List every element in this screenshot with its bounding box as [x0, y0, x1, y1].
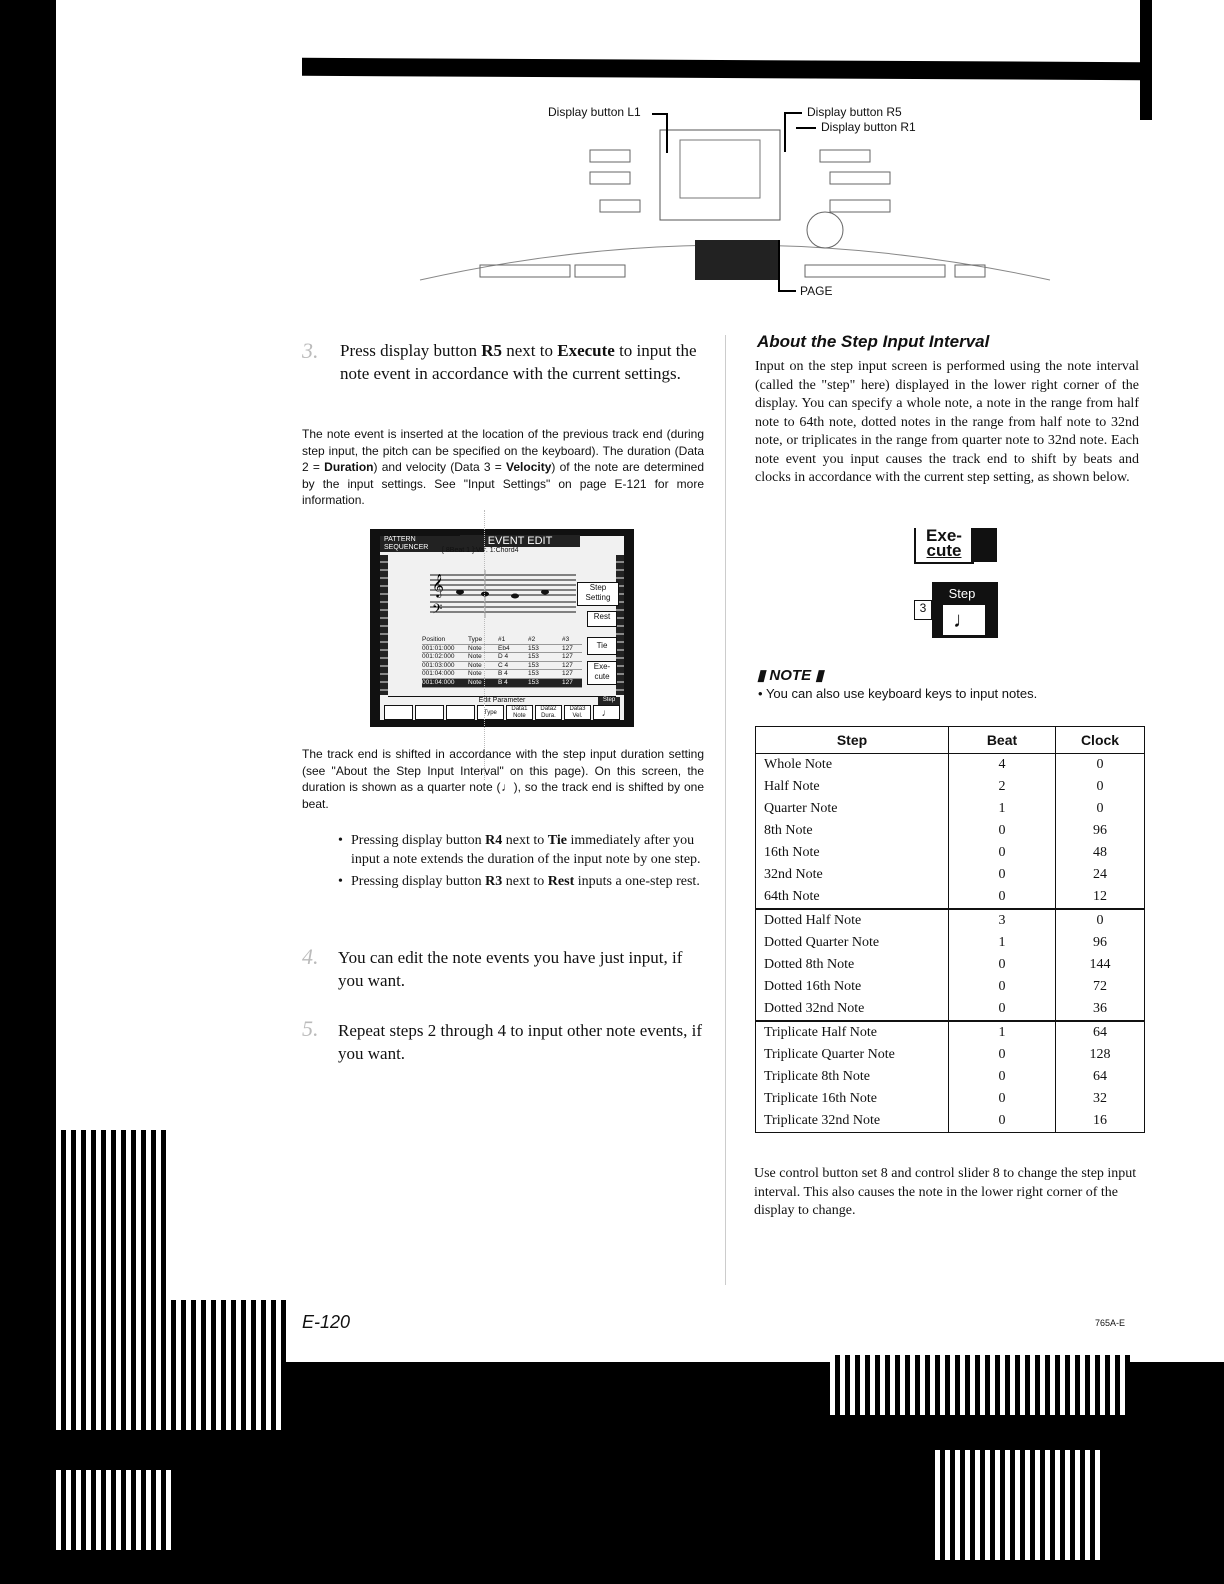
table-cell-step: 16th Note [756, 842, 949, 864]
table-cell-step: Dotted 32nd Note [756, 998, 949, 1021]
note-bullet: • You can also use keyboard keys to input notes. [758, 686, 1038, 701]
screen-table-cell: 001:02:000 [422, 653, 455, 661]
screen-table-row [422, 670, 582, 679]
binding-stripes-bottom-right-low [935, 1450, 1105, 1560]
keyboard-figure [410, 100, 1060, 310]
table-row [756, 886, 1145, 909]
table-cell-clock: 64 [1056, 1066, 1145, 1088]
screen-mode-label: PATTERN SEQUENCER [380, 536, 484, 552]
table-cell-clock: 96 [1056, 932, 1145, 954]
screen-left-strip [380, 555, 388, 695]
screen-table-cell: C 4 [498, 661, 509, 669]
table-cell-beat: 0 [949, 864, 1056, 886]
table-cell-beat: 0 [949, 1088, 1056, 1110]
soft-key-blank-2[interactable] [415, 705, 444, 720]
callout-page: PAGE [800, 284, 833, 298]
screen-table-cell: 153 [528, 670, 539, 678]
table-cell-beat: 2 [949, 776, 1056, 798]
table-cell-beat: 0 [949, 998, 1056, 1021]
table-cell-step: Dotted 8th Note [756, 954, 949, 976]
step-3-number: 3. [302, 338, 319, 363]
screen-table-header [422, 636, 582, 645]
table-row [756, 1066, 1145, 1088]
table-cell-clock: 144 [1056, 954, 1145, 976]
table-cell-beat: 0 [949, 976, 1056, 998]
soft-key-quarter-note-icon[interactable]: ♩ [593, 705, 620, 720]
soft-key-type[interactable]: Type [477, 705, 504, 720]
bullet-list [338, 832, 704, 892]
table-row [756, 820, 1145, 842]
step-4-text: You can edit the note events you have just input, if you want. [338, 948, 683, 990]
table-cell-beat: 0 [949, 1066, 1056, 1088]
screen-table-cell: Note [468, 670, 482, 678]
paragraph-track-end: The track end is shifted in accordance with the step input duration setting (see "About the Step Input Interval" on this page). On this screen, the duration is shown as a quarter note (♩), so the track end is shifted by one beat. [302, 747, 704, 811]
callout-display-button-l1: Display button L1 [548, 105, 641, 119]
callout-line-l1-v [666, 113, 668, 153]
note-title: ▮ NOTE ▮ [757, 667, 824, 684]
table-row [756, 776, 1145, 798]
screen-title: EVENT EDIT [460, 535, 580, 547]
table-cell-clock: 72 [1056, 976, 1145, 998]
paragraph-note-event: The note event is inserted at the location of the previous track end (during step input, the pitch can be specified on the keyboard). The duration (Data 2 = Duration) and velocity (Data 3 = Velocity) of the note are determined by the input settings. See "Input Settings" on page E-121 for more information. [302, 427, 704, 507]
table-header-row [756, 727, 1145, 754]
section-heading: About the Step Input Interval [757, 332, 990, 351]
execute-icon-strip [971, 528, 997, 562]
screen-table-cell: 127 [562, 661, 573, 669]
screen-table-cell: 001:03:000 [422, 661, 455, 669]
table-cell-step: Dotted Quarter Note [756, 932, 949, 954]
screen-soft-keys [384, 705, 620, 720]
table-cell-step: Triplicate 8th Note [756, 1066, 949, 1088]
soft-key-blank-1[interactable] [384, 705, 413, 720]
screen-table-cell: 153 [528, 661, 539, 669]
keyboard-illustration [410, 100, 1060, 310]
screen-step-tag: Step [598, 697, 620, 705]
callout-line-page [778, 290, 796, 292]
table-header-beat: Beat [949, 727, 1056, 754]
screen-event-table [422, 636, 582, 688]
table-cell-beat: 0 [949, 1044, 1056, 1066]
screen-table-cell: Eb4 [498, 644, 510, 652]
svg-text:𝄢: 𝄢 [432, 601, 443, 620]
screen-step-setting-button[interactable]: Step Setting [577, 582, 619, 606]
doc-code: 765A-E [1095, 1318, 1126, 1328]
table-row [756, 998, 1145, 1021]
table-cell-step: 64th Note [756, 886, 949, 909]
screen-table-row [422, 679, 582, 688]
table-cell-beat: 0 [949, 886, 1056, 909]
soft-key-data3[interactable]: Data3 Vel. [564, 705, 591, 720]
table-cell-beat: 3 [949, 909, 1056, 932]
screen-table-cell: 001:01:000 [422, 644, 455, 652]
scan-left-edge [0, 0, 56, 1584]
step-4-number: 4. [302, 944, 319, 969]
step-icon-label: Step [948, 586, 976, 601]
callout-line-r5 [784, 112, 802, 114]
callout-line-r1 [796, 127, 816, 129]
screen-table-row [422, 653, 582, 662]
step-5-number: 5. [302, 1016, 319, 1041]
screen-table-cell: 153 [528, 653, 539, 661]
table-cell-step: 8th Note [756, 820, 949, 842]
screen-table-cell: 127 [562, 653, 573, 661]
table-cell-step: 32nd Note [756, 864, 949, 886]
screen-table-cell: 127 [562, 644, 573, 652]
execute-icon: Exe- cute [914, 528, 974, 564]
bullet-item-rest: • Pressing display button R3 next to Rest inputs a one-step rest. [338, 874, 700, 889]
table-cell-beat: 1 [949, 1021, 1056, 1044]
screen-table-cell: 001:04:000 [422, 678, 455, 686]
callout-display-button-r1: Display button R1 [821, 120, 916, 134]
table-header-clock: Clock [1056, 727, 1145, 754]
screen-rest-button[interactable]: Rest [587, 611, 617, 627]
paragraph-control-button: Use control button set 8 and control slider 8 to change the step input interval. This also causes the note in the lower right corner of the display to change. [754, 1166, 1137, 1218]
soft-key-data2[interactable]: Data2 Dura. [535, 705, 562, 720]
table-cell-clock: 96 [1056, 820, 1145, 842]
table-header-step: Step [756, 727, 949, 754]
table-row [756, 864, 1145, 886]
screen-table-cell: Note [468, 653, 482, 661]
screen-right-strip [616, 555, 624, 695]
screen-table-cell: Note [468, 661, 482, 669]
table-row [756, 1088, 1145, 1110]
table-row [756, 754, 1145, 777]
callout-line-r5-v [784, 112, 786, 152]
right-edge-mark [1140, 0, 1152, 120]
table-cell-beat: 0 [949, 954, 1056, 976]
table-cell-clock: 64 [1056, 1021, 1145, 1044]
bullet-item-tie: • Pressing display button R4 next to Tie immediately after you input a note extends the duration of the input note by one step. [338, 833, 701, 867]
screen-table-cell: #3 [562, 636, 570, 643]
table-row [756, 932, 1145, 954]
table-row [756, 909, 1145, 932]
binding-stripes-bottom-left [56, 1470, 176, 1550]
screen-guide-line [484, 510, 486, 780]
table-row [756, 1021, 1145, 1044]
table-cell-clock: 12 [1056, 886, 1145, 909]
screen-table-cell: Note [468, 644, 482, 652]
table-cell-clock: 0 [1056, 909, 1145, 932]
table-row [756, 976, 1145, 998]
table-row [756, 842, 1145, 864]
screen-table-row [422, 662, 582, 671]
table-cell-step: Quarter Note [756, 798, 949, 820]
screen-table-cell: #2 [528, 636, 536, 643]
table-cell-step: Triplicate Half Note [756, 1021, 949, 1044]
table-cell-step: Half Note [756, 776, 949, 798]
table-row [756, 1044, 1145, 1066]
event-edit-screen-inner [380, 536, 624, 720]
table-row [756, 954, 1145, 976]
soft-key-data1[interactable]: Data1 Note [506, 705, 533, 720]
screen-edit-parameter-label: Edit Parameter [388, 696, 616, 705]
screen-subtitle: [ 8Beat 1 ]:Var. 1:Chord4 [442, 547, 519, 554]
binding-stripes-left-low [56, 1300, 286, 1430]
table-cell-beat: 0 [949, 842, 1056, 864]
table-cell-clock: 32 [1056, 1088, 1145, 1110]
callout-line-l1 [652, 113, 666, 115]
quarter-note-icon: ♩ [942, 604, 986, 636]
callout-line-page-v [778, 240, 780, 292]
screen-table-cell: 127 [562, 678, 573, 686]
table-cell-step: Dotted 16th Note [756, 976, 949, 998]
screen-table-cell: 001:04:000 [422, 670, 455, 678]
screen-table-cell: Position [422, 636, 446, 643]
table-cell-clock: 36 [1056, 998, 1145, 1021]
screen-table-cell: D 4 [498, 653, 509, 661]
soft-key-blank-3[interactable] [446, 705, 475, 720]
table-cell-clock: 0 [1056, 798, 1145, 820]
screen-table-cell: 153 [528, 644, 539, 652]
screen-table-cell: 127 [562, 670, 573, 678]
table-cell-clock: 48 [1056, 842, 1145, 864]
table-cell-beat: 0 [949, 1110, 1056, 1133]
table-cell-step: Triplicate 16th Note [756, 1088, 949, 1110]
screen-table-cell: Note [468, 678, 482, 686]
table-cell-clock: 0 [1056, 754, 1145, 777]
table-cell-beat: 1 [949, 932, 1056, 954]
screen-tie-button[interactable]: Tie [587, 637, 617, 655]
table-cell-clock: 0 [1056, 776, 1145, 798]
staff-notation [430, 570, 576, 620]
table-cell-clock: 16 [1056, 1110, 1145, 1133]
table-cell-step: Triplicate 32nd Note [756, 1110, 949, 1133]
step-3-text: Press display button R5 next to Execute to input the note event in accordance with the current settings. [340, 341, 697, 383]
paragraph-step-interval: Input on the step input screen is performed using the note interval (called the "step" here) displayed in the lower right corner of the display. You can specify a whole note, a note in the range from half note to 64th note, dotted notes in the range from half note to 32nd note, or triplicates in the range from quarter note to 32nd note. Each note event you input causes the track end to shift by beats and clocks in accordance with the current step setting, as shown below. [755, 359, 1139, 485]
screen-table-cell: B 4 [498, 670, 508, 678]
table-row [756, 1110, 1145, 1133]
step-5-text: Repeat steps 2 through 4 to input other note events, if you want. [338, 1021, 703, 1063]
table-cell-step: Triplicate Quarter Note [756, 1044, 949, 1066]
screen-table-cell: #1 [498, 636, 506, 643]
binding-stripes-bottom-right [830, 1355, 1130, 1415]
step-icon-number: 3 [914, 600, 932, 620]
table-cell-beat: 0 [949, 820, 1056, 842]
screen-execute-button[interactable]: Exe- cute [587, 661, 617, 685]
page-number: E-120 [302, 1312, 351, 1332]
svg-text:𝄞: 𝄞 [432, 573, 444, 597]
table-cell-beat: 4 [949, 754, 1056, 777]
callout-display-button-r5: Display button R5 [807, 105, 902, 119]
screen-table-cell: Type [468, 636, 483, 643]
table-cell-clock: 24 [1056, 864, 1145, 886]
step-beat-clock-table [755, 726, 1145, 1133]
table-cell-step: Whole Note [756, 754, 949, 777]
screen-table-cell: 153 [528, 678, 539, 686]
column-divider [725, 335, 726, 1285]
screen-table-cell: B 4 [498, 678, 508, 686]
table-cell-clock: 128 [1056, 1044, 1145, 1066]
table-row [756, 798, 1145, 820]
screen-table-row [422, 645, 582, 654]
table-cell-beat: 1 [949, 798, 1056, 820]
table-cell-step: Dotted Half Note [756, 909, 949, 932]
